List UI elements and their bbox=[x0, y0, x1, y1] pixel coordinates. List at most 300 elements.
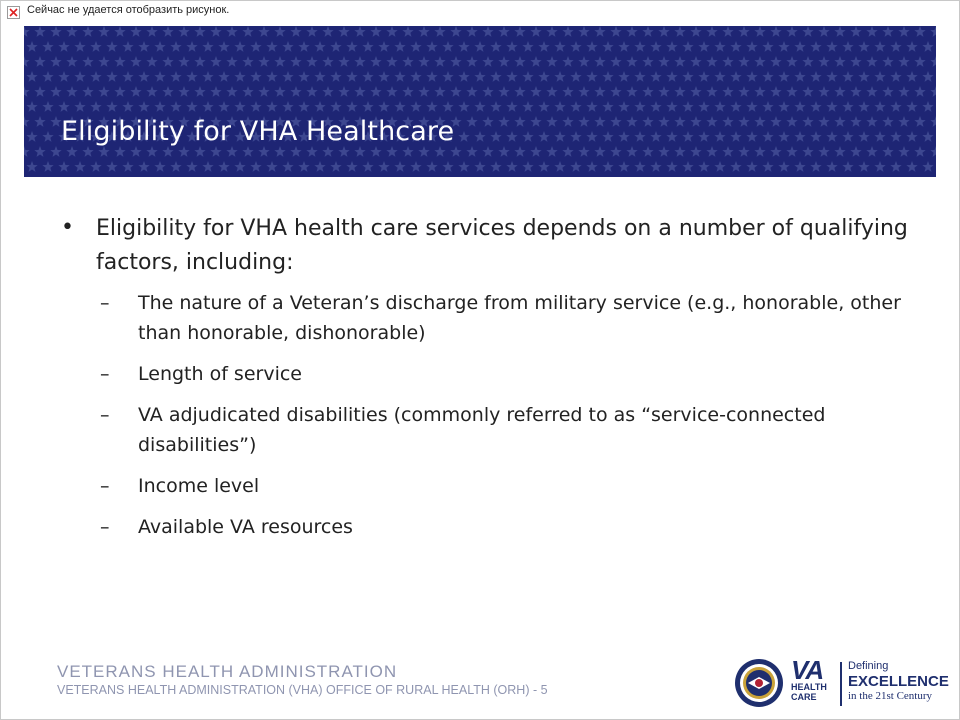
banner-star bbox=[450, 146, 461, 157]
banner-star bbox=[450, 56, 461, 67]
dash-icon: – bbox=[100, 363, 110, 385]
sub-bullet bbox=[100, 512, 916, 542]
banner-star bbox=[858, 131, 869, 142]
banner-star bbox=[322, 26, 333, 37]
banner-star bbox=[24, 146, 30, 157]
banner-star bbox=[914, 86, 925, 97]
banner-star bbox=[618, 71, 629, 82]
banner-star bbox=[658, 116, 669, 127]
banner-star bbox=[650, 101, 661, 112]
banner-star bbox=[522, 101, 533, 112]
banner-star bbox=[850, 146, 861, 157]
banner-star bbox=[730, 131, 741, 142]
banner-star bbox=[930, 86, 936, 97]
banner-star bbox=[546, 146, 557, 157]
banner-star bbox=[658, 56, 669, 67]
banner-star bbox=[122, 71, 133, 82]
banner-star bbox=[578, 56, 589, 67]
banner-star bbox=[210, 86, 221, 97]
banner-star bbox=[34, 26, 45, 37]
banner-star bbox=[26, 71, 37, 82]
banner-star bbox=[210, 26, 221, 37]
banner-star bbox=[314, 161, 325, 172]
banner-star bbox=[530, 146, 541, 157]
banner-star bbox=[394, 71, 405, 82]
banner-star bbox=[674, 116, 685, 127]
logo-defining-text: Defining bbox=[848, 660, 889, 672]
banner-star bbox=[778, 101, 789, 112]
banner-star bbox=[90, 161, 101, 172]
banner-star bbox=[674, 146, 685, 157]
banner-star bbox=[218, 71, 229, 82]
banner-star bbox=[682, 101, 693, 112]
banner-star bbox=[226, 56, 237, 67]
banner-star bbox=[922, 131, 933, 142]
banner-star bbox=[138, 41, 149, 52]
banner-star bbox=[602, 71, 613, 82]
banner-star bbox=[58, 161, 69, 172]
banner-star bbox=[618, 101, 629, 112]
banner-star bbox=[642, 56, 653, 67]
banner-star bbox=[858, 71, 869, 82]
banner-star bbox=[330, 161, 341, 172]
banner-star bbox=[426, 161, 437, 172]
banner-star bbox=[482, 26, 493, 37]
logo-health-text: HEALTH bbox=[791, 682, 827, 692]
banner-star bbox=[50, 26, 61, 37]
banner-star bbox=[714, 71, 725, 82]
banner-star bbox=[666, 41, 677, 52]
broken-image-icon bbox=[7, 6, 20, 19]
banner-star bbox=[138, 161, 149, 172]
banner-star bbox=[754, 26, 765, 37]
banner-star bbox=[50, 116, 61, 127]
banner-star bbox=[26, 101, 37, 112]
banner-star bbox=[626, 146, 637, 157]
banner-star bbox=[514, 116, 525, 127]
banner-star bbox=[178, 146, 189, 157]
banner-star bbox=[818, 86, 829, 97]
banner-star bbox=[594, 56, 605, 67]
banner-star bbox=[586, 161, 597, 172]
banner-star bbox=[746, 41, 757, 52]
banner-star bbox=[698, 41, 709, 52]
banner-star bbox=[842, 161, 853, 172]
banner-star bbox=[170, 101, 181, 112]
banner-star bbox=[202, 101, 213, 112]
banner-star bbox=[322, 86, 333, 97]
banner-star bbox=[538, 41, 549, 52]
banner-star bbox=[602, 41, 613, 52]
banner-star bbox=[802, 26, 813, 37]
banner-star bbox=[906, 41, 917, 52]
banner-star bbox=[434, 86, 445, 97]
banner-star bbox=[530, 116, 541, 127]
banner-star bbox=[570, 161, 581, 172]
banner-star bbox=[306, 56, 317, 67]
banner-star bbox=[330, 41, 341, 52]
banner-star bbox=[122, 161, 133, 172]
sub-bullet bbox=[100, 288, 916, 348]
banner-star bbox=[730, 161, 741, 172]
banner-star bbox=[586, 41, 597, 52]
banner-star bbox=[282, 161, 293, 172]
banner-star bbox=[386, 56, 397, 67]
banner-star bbox=[514, 26, 525, 37]
banner-star bbox=[330, 71, 341, 82]
banner-star bbox=[98, 86, 109, 97]
logo-divider bbox=[840, 662, 842, 706]
defining-excellence-logo bbox=[848, 660, 958, 703]
banner-star bbox=[554, 161, 565, 172]
banner-star bbox=[650, 71, 661, 82]
banner-star bbox=[586, 101, 597, 112]
banner-star bbox=[522, 41, 533, 52]
banner-star bbox=[370, 146, 381, 157]
banner-star bbox=[242, 146, 253, 157]
banner-star bbox=[194, 56, 205, 67]
banner-star bbox=[914, 56, 925, 67]
slide-body bbox=[56, 212, 916, 553]
banner-star bbox=[858, 101, 869, 112]
banner-star bbox=[466, 26, 477, 37]
banner-star bbox=[594, 116, 605, 127]
banner-star bbox=[474, 41, 485, 52]
banner-star bbox=[850, 86, 861, 97]
banner-star bbox=[250, 101, 261, 112]
banner-star bbox=[810, 41, 821, 52]
banner-star bbox=[242, 86, 253, 97]
footer-title: VETERANS HEALTH ADMINISTRATION bbox=[57, 662, 398, 681]
banner-star bbox=[42, 41, 53, 52]
banner-star bbox=[842, 101, 853, 112]
banner-star bbox=[906, 71, 917, 82]
banner-star bbox=[922, 161, 933, 172]
banner-star bbox=[378, 101, 389, 112]
banner-star bbox=[258, 26, 269, 37]
banner-star bbox=[618, 41, 629, 52]
banner-star bbox=[282, 101, 293, 112]
banner-star bbox=[90, 71, 101, 82]
banner-star bbox=[834, 26, 845, 37]
banner-star bbox=[506, 131, 517, 142]
banner-star bbox=[634, 131, 645, 142]
banner-star bbox=[890, 71, 901, 82]
banner-star bbox=[194, 86, 205, 97]
banner-star bbox=[24, 86, 30, 97]
banner-star bbox=[514, 146, 525, 157]
sub-bullet-text: The nature of a Veteran’s discharge from military service (e.g., honorable, other than honorable, dishonorable) bbox=[138, 292, 901, 344]
banner-star bbox=[402, 146, 413, 157]
banner-star bbox=[690, 146, 701, 157]
banner-star bbox=[866, 56, 877, 67]
banner-star bbox=[466, 116, 477, 127]
banner-star bbox=[610, 116, 621, 127]
banner-star bbox=[714, 131, 725, 142]
banner-star bbox=[898, 146, 909, 157]
banner-star bbox=[578, 26, 589, 37]
banner-star bbox=[250, 41, 261, 52]
banner-star bbox=[354, 26, 365, 37]
banner-star bbox=[418, 56, 429, 67]
footer-subtitle: VETERANS HEALTH ADMINISTRATION (VHA) OFFICE OF RURAL HEALTH (ORH) - 5 bbox=[57, 683, 548, 697]
banner-star bbox=[834, 86, 845, 97]
banner-star bbox=[666, 161, 677, 172]
banner-star bbox=[202, 161, 213, 172]
banner-star bbox=[234, 101, 245, 112]
sub-bullet-list bbox=[56, 288, 916, 542]
banner-star bbox=[498, 56, 509, 67]
banner-star bbox=[586, 131, 597, 142]
sub-bullet bbox=[100, 400, 916, 460]
banner-star bbox=[370, 86, 381, 97]
banner-star bbox=[442, 101, 453, 112]
banner-star bbox=[506, 161, 517, 172]
banner-star bbox=[562, 56, 573, 67]
banner-star bbox=[434, 26, 445, 37]
banner-star bbox=[282, 41, 293, 52]
banner-star bbox=[178, 86, 189, 97]
banner-star bbox=[778, 41, 789, 52]
banner-star bbox=[650, 161, 661, 172]
banner-star bbox=[458, 71, 469, 82]
banner-star bbox=[674, 56, 685, 67]
logo-century-text: in the 21st Century bbox=[848, 690, 933, 702]
banner-star bbox=[594, 146, 605, 157]
banner-star bbox=[538, 131, 549, 142]
banner-star bbox=[882, 86, 893, 97]
banner-star bbox=[74, 71, 85, 82]
banner-star bbox=[442, 71, 453, 82]
banner-star bbox=[626, 26, 637, 37]
banner-star bbox=[154, 41, 165, 52]
banner-star bbox=[610, 26, 621, 37]
banner-star bbox=[138, 71, 149, 82]
banner-star bbox=[762, 131, 773, 142]
banner-star bbox=[114, 56, 125, 67]
banner-star bbox=[338, 146, 349, 157]
banner-star bbox=[762, 101, 773, 112]
banner-star bbox=[498, 26, 509, 37]
banner-star bbox=[290, 146, 301, 157]
banner-star bbox=[162, 86, 173, 97]
banner-star bbox=[34, 56, 45, 67]
banner-star bbox=[730, 71, 741, 82]
banner-star bbox=[130, 146, 141, 157]
banner-star bbox=[906, 131, 917, 142]
banner-star bbox=[770, 146, 781, 157]
bullet-icon: • bbox=[61, 215, 74, 240]
banner-star bbox=[322, 56, 333, 67]
banner-star bbox=[930, 116, 936, 127]
banner-star bbox=[898, 26, 909, 37]
banner-star bbox=[42, 71, 53, 82]
banner-star bbox=[850, 116, 861, 127]
banner-star bbox=[666, 101, 677, 112]
banner-star bbox=[298, 161, 309, 172]
banner-star bbox=[898, 116, 909, 127]
banner-star bbox=[874, 131, 885, 142]
banner-star bbox=[474, 101, 485, 112]
banner-star bbox=[818, 56, 829, 67]
banner-star bbox=[666, 71, 677, 82]
banner-star bbox=[930, 56, 936, 67]
banner-star bbox=[98, 26, 109, 37]
dash-icon: – bbox=[100, 292, 110, 314]
banner-star bbox=[930, 146, 936, 157]
banner-star bbox=[82, 56, 93, 67]
banner-star bbox=[826, 161, 837, 172]
banner-star bbox=[634, 71, 645, 82]
banner-star bbox=[666, 131, 677, 142]
banner-star bbox=[146, 146, 157, 157]
banner-star bbox=[154, 71, 165, 82]
banner-star bbox=[546, 56, 557, 67]
banner-star bbox=[786, 116, 797, 127]
banner-star bbox=[738, 26, 749, 37]
banner-star bbox=[378, 161, 389, 172]
banner-star bbox=[218, 161, 229, 172]
banner-star bbox=[170, 161, 181, 172]
banner-star bbox=[226, 146, 237, 157]
banner-star bbox=[146, 26, 157, 37]
banner-star bbox=[898, 56, 909, 67]
banner-star bbox=[58, 41, 69, 52]
banner-star bbox=[642, 116, 653, 127]
sub-bullet-text: Available VA resources bbox=[138, 516, 353, 538]
banner-star bbox=[290, 26, 301, 37]
banner-star bbox=[618, 161, 629, 172]
banner-star bbox=[66, 146, 77, 157]
banner-star bbox=[866, 86, 877, 97]
banner-star bbox=[402, 86, 413, 97]
banner-star bbox=[458, 161, 469, 172]
banner-star bbox=[722, 116, 733, 127]
banner-star bbox=[730, 101, 741, 112]
banner-star bbox=[650, 41, 661, 52]
banner-star bbox=[826, 131, 837, 142]
banner-star bbox=[922, 41, 933, 52]
banner-star bbox=[426, 41, 437, 52]
banner-star bbox=[106, 101, 117, 112]
banner-star bbox=[578, 86, 589, 97]
banner-star bbox=[538, 101, 549, 112]
banner-star bbox=[722, 86, 733, 97]
banner-star bbox=[90, 41, 101, 52]
banner-star bbox=[442, 41, 453, 52]
banner-star bbox=[610, 86, 621, 97]
banner-star bbox=[634, 41, 645, 52]
banner-star bbox=[826, 41, 837, 52]
banner-star bbox=[418, 26, 429, 37]
banner-star bbox=[746, 161, 757, 172]
banner-star bbox=[874, 161, 885, 172]
banner-star bbox=[378, 41, 389, 52]
banner-star bbox=[458, 101, 469, 112]
banner-star bbox=[386, 86, 397, 97]
banner-star bbox=[114, 146, 125, 157]
main-bullet-text: Eligibility for VHA health care services depends on a number of qualifying factors, including: bbox=[96, 216, 908, 275]
banner-star bbox=[34, 146, 45, 157]
banner-star bbox=[506, 101, 517, 112]
banner-star bbox=[522, 131, 533, 142]
banner-star bbox=[906, 161, 917, 172]
banner-star bbox=[874, 101, 885, 112]
banner-star bbox=[882, 146, 893, 157]
banner-star bbox=[890, 41, 901, 52]
banner-star bbox=[722, 146, 733, 157]
banner-star bbox=[258, 146, 269, 157]
dash-icon: – bbox=[100, 516, 110, 538]
banner-star bbox=[498, 86, 509, 97]
banner-star bbox=[810, 71, 821, 82]
banner-star bbox=[394, 101, 405, 112]
banner-star bbox=[274, 86, 285, 97]
banner-star bbox=[170, 41, 181, 52]
banner-star bbox=[186, 101, 197, 112]
banner-star bbox=[362, 101, 373, 112]
banner-star bbox=[930, 26, 936, 37]
banner-star bbox=[226, 26, 237, 37]
banner-star bbox=[418, 86, 429, 97]
banner-star bbox=[794, 131, 805, 142]
banner-star bbox=[802, 146, 813, 157]
banner-star bbox=[50, 86, 61, 97]
banner-star bbox=[794, 41, 805, 52]
banner-star bbox=[474, 71, 485, 82]
banner-star bbox=[842, 71, 853, 82]
banner-star bbox=[530, 26, 541, 37]
banner-star bbox=[562, 26, 573, 37]
banner-star bbox=[146, 56, 157, 67]
banner-star bbox=[242, 26, 253, 37]
banner-star bbox=[474, 161, 485, 172]
banner-star bbox=[162, 26, 173, 37]
banner-star bbox=[746, 101, 757, 112]
banner-star bbox=[594, 26, 605, 37]
banner-star bbox=[706, 86, 717, 97]
banner-star bbox=[786, 26, 797, 37]
banner-star bbox=[682, 131, 693, 142]
banner-star bbox=[218, 101, 229, 112]
banner-star bbox=[482, 116, 493, 127]
banner-star bbox=[722, 26, 733, 37]
banner-star bbox=[226, 86, 237, 97]
banner-star bbox=[706, 26, 717, 37]
banner-star bbox=[786, 56, 797, 67]
sub-bullet bbox=[100, 471, 916, 501]
banner-star bbox=[554, 101, 565, 112]
banner-star bbox=[426, 101, 437, 112]
banner-star bbox=[602, 131, 613, 142]
banner-star bbox=[98, 56, 109, 67]
banner-star bbox=[458, 41, 469, 52]
banner-star bbox=[554, 41, 565, 52]
banner-star bbox=[282, 71, 293, 82]
banner-star bbox=[554, 71, 565, 82]
banner-star bbox=[386, 146, 397, 157]
banner-star bbox=[866, 146, 877, 157]
banner-star bbox=[194, 146, 205, 157]
banner-star bbox=[146, 86, 157, 97]
banner-star bbox=[850, 56, 861, 67]
banner-star bbox=[410, 71, 421, 82]
banner-star bbox=[410, 101, 421, 112]
banner-star bbox=[906, 101, 917, 112]
banner-star bbox=[522, 71, 533, 82]
banner-star bbox=[266, 71, 277, 82]
banner-star bbox=[890, 131, 901, 142]
